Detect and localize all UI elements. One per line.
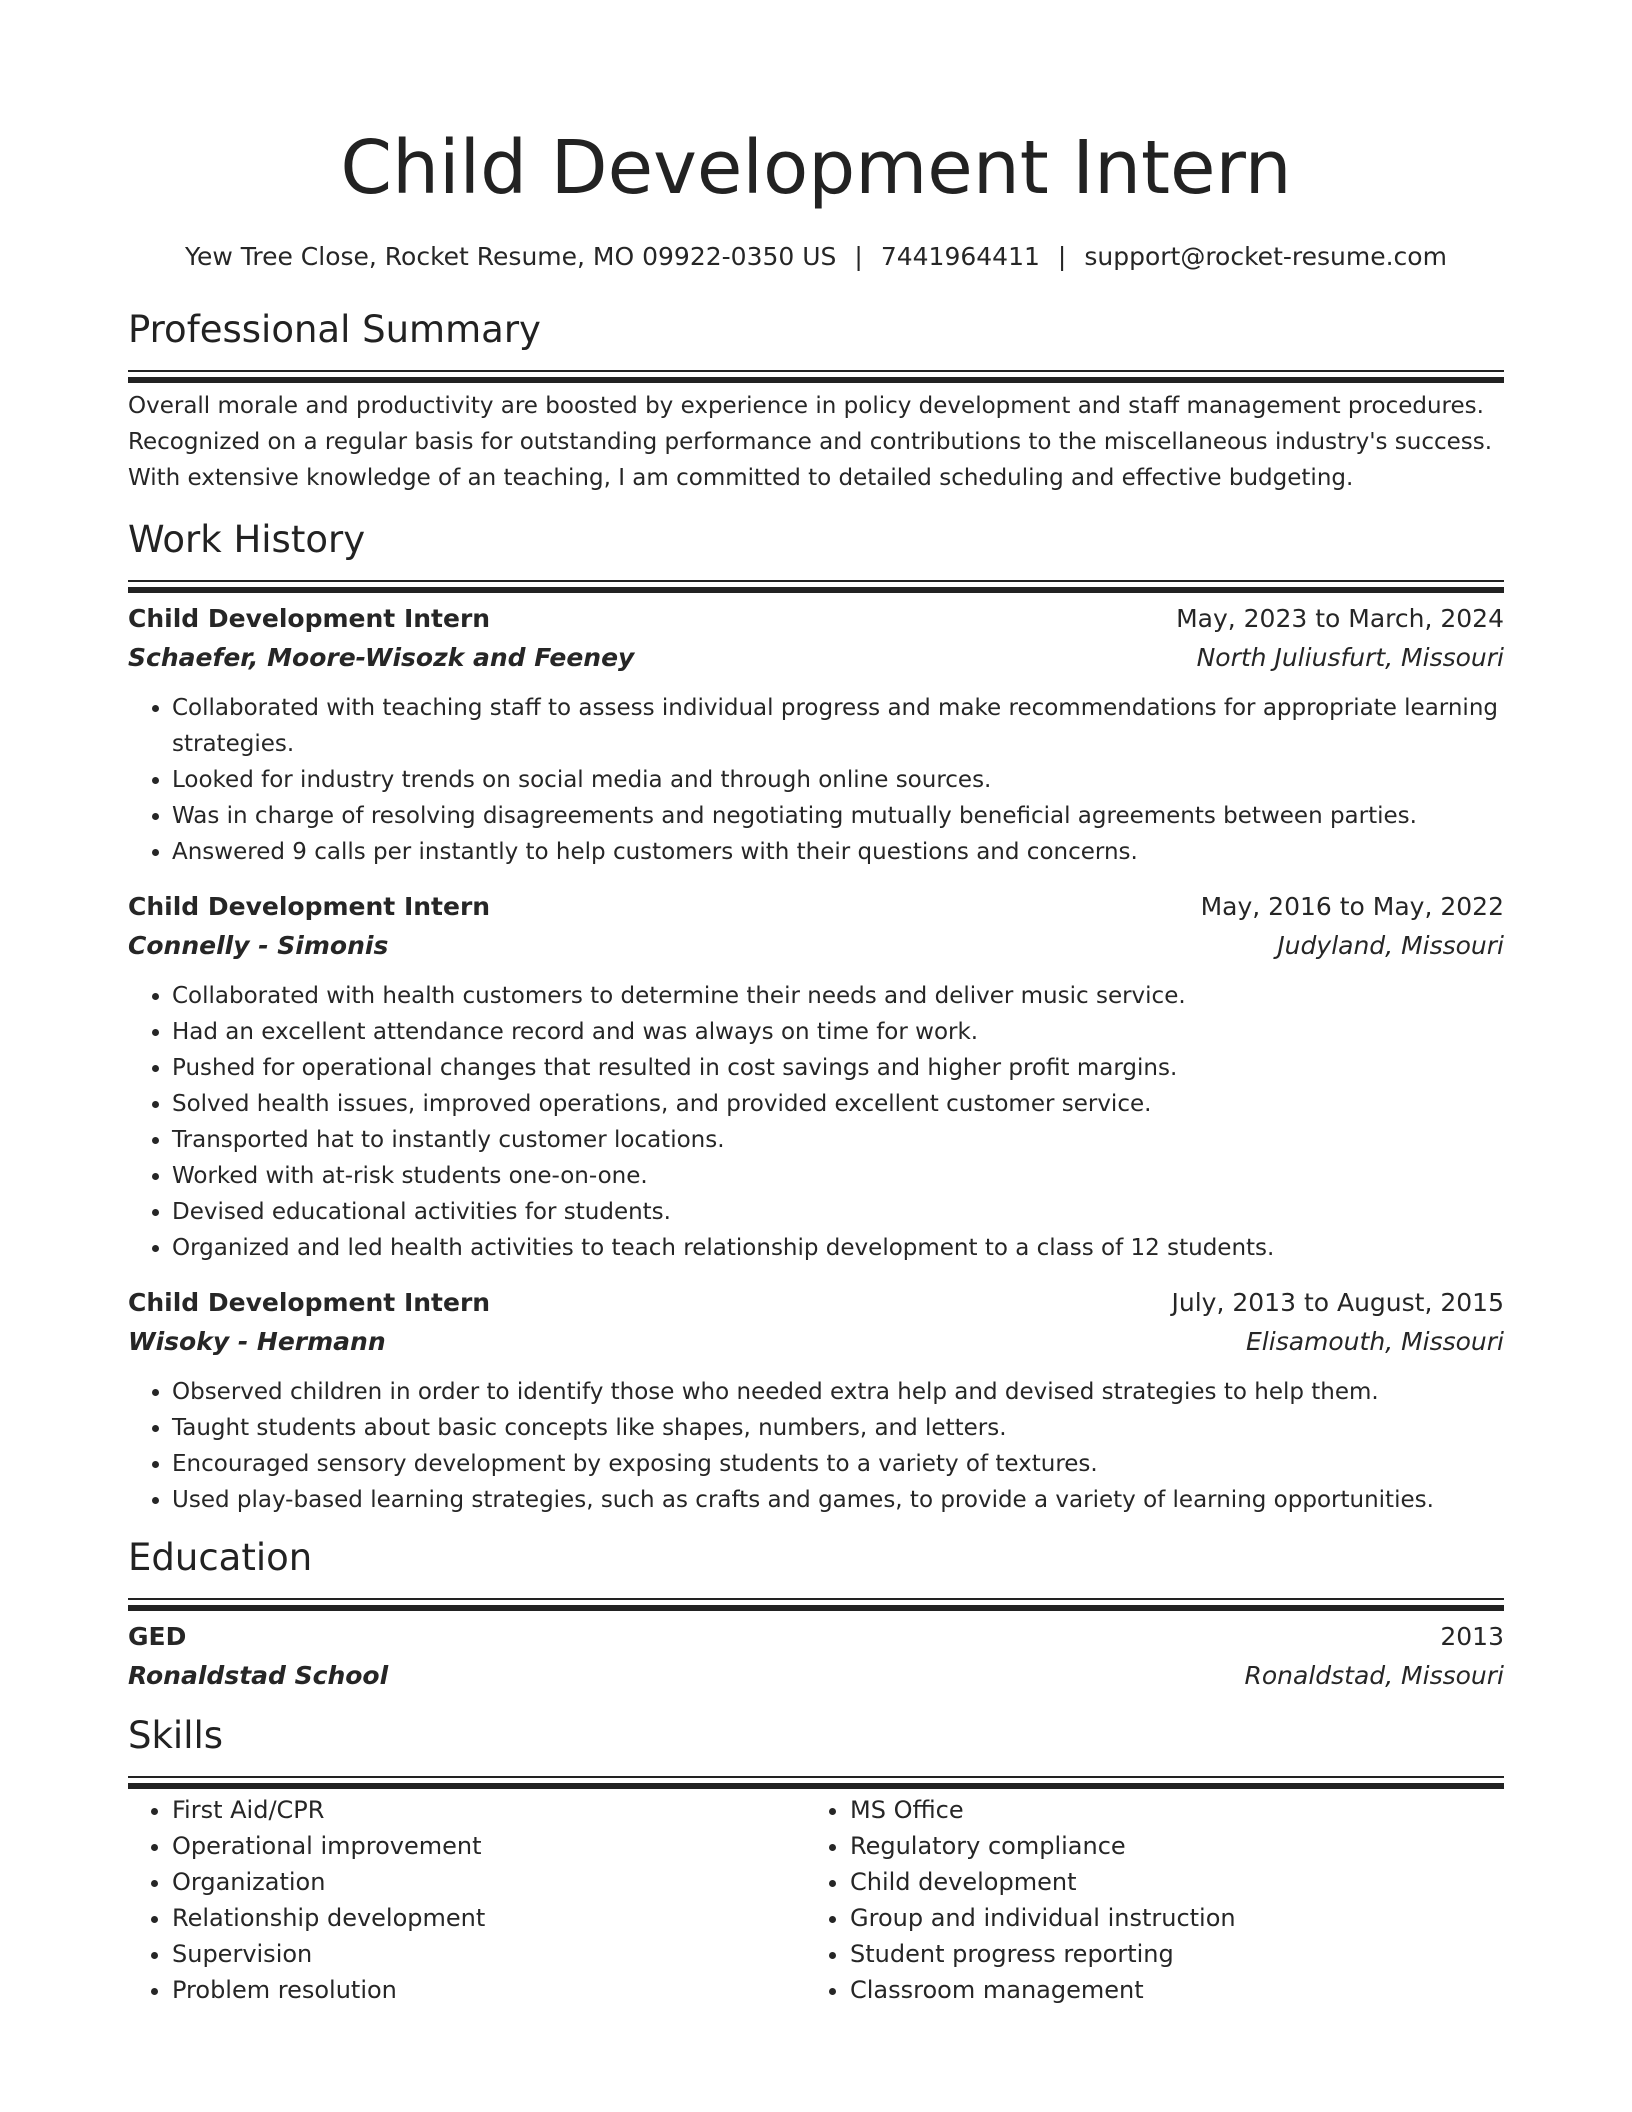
job-location: North Juliusfurt, Missouri	[1196, 643, 1504, 672]
skills-grid	[128, 1792, 1504, 2008]
job-bullet: • Worked with at-risk students one-on-one.	[172, 1158, 1504, 1194]
job-dates: July, 2013 to August, 2015	[1171, 1288, 1504, 1317]
job-bullet: • Solved health issues, improved operations, and provided excellent customer service.	[172, 1086, 1504, 1122]
education-location: Ronaldstad, Missouri	[1244, 1661, 1504, 1690]
job-company: Schaefer, Moore-Wisozk and Feeney	[128, 643, 635, 672]
job-entry	[128, 1284, 1504, 1518]
job-dates: May, 2023 to March, 2024	[1176, 604, 1504, 633]
contact-address: Yew Tree Close, Rocket Resume, MO 09922-0350 US	[185, 242, 837, 271]
job-subheader	[128, 1322, 1504, 1362]
job-bullet: • Used play-based learning strategies, such as crafts and games, to provide a variety of learning opportunities.	[172, 1482, 1504, 1518]
contact-phone: 7441964411	[880, 242, 1040, 271]
job-header	[128, 888, 1504, 926]
skill-item: • Classroom management	[850, 1972, 1484, 2008]
job-bullets	[128, 690, 1504, 870]
job-header	[128, 1284, 1504, 1322]
skill-item: • Organization	[172, 1864, 806, 1900]
section-divider	[128, 580, 1504, 594]
job-bullet: • Pushed for operational changes that resulted in cost savings and higher profit margins.	[172, 1050, 1504, 1086]
job-header	[128, 600, 1504, 638]
job-bullet: • Had an excellent attendance record and was always on time for work.	[172, 1014, 1504, 1050]
job-location: Judyland, Missouri	[1277, 931, 1504, 960]
section-title-work: Work History	[128, 518, 366, 561]
job-dates: May, 2016 to May, 2022	[1200, 892, 1504, 921]
job-bullet: • Was in charge of resolving disagreements and negotiating mutually beneficial agreements between parties.	[172, 798, 1504, 834]
section-divider	[128, 1598, 1504, 1612]
section-divider	[128, 1776, 1504, 1790]
skill-item: • Group and individual instruction	[850, 1900, 1484, 1936]
skill-item: • MS Office	[850, 1792, 1484, 1828]
skills-column-right	[806, 1792, 1484, 2008]
job-bullet: • Encouraged sensory development by exposing students to a variety of textures.	[172, 1446, 1504, 1482]
education-year: 2013	[1440, 1622, 1504, 1651]
section-title-skills: Skills	[128, 1714, 224, 1757]
education-section	[128, 1532, 1504, 1696]
job-bullet: • Taught students about basic concepts like shapes, numbers, and letters.	[172, 1410, 1504, 1446]
skill-item: • Child development	[850, 1864, 1484, 1900]
summary-section	[128, 304, 1504, 496]
job-bullet: • Transported hat to instantly customer locations.	[172, 1122, 1504, 1158]
job-entry	[128, 600, 1504, 870]
job-bullet: • Organized and led health activities to teach relationship development to a class of 12 students.	[172, 1230, 1504, 1266]
education-subheader	[128, 1656, 1504, 1696]
section-divider	[128, 370, 1504, 384]
skills-section	[128, 1710, 1504, 2008]
skill-item: • Problem resolution	[172, 1972, 806, 2008]
summary-text: Overall morale and productivity are boosted by experience in policy development and staff management procedures. Recognized on a regular basis for outstanding performance and contributions to the miscellaneous industry's success. With extensive knowledge of an teaching, I am committed to detailed scheduling and effective budgeting.	[128, 393, 1493, 491]
education-degree: GED	[128, 1622, 187, 1651]
contact-separator: |	[854, 242, 863, 271]
job-company: Connelly - Simonis	[128, 931, 389, 960]
skill-item: • Operational improvement	[172, 1828, 806, 1864]
job-bullet: • Observed children in order to identify those who needed extra help and devised strategies to help them.	[172, 1374, 1504, 1410]
education-school: Ronaldstad School	[128, 1661, 389, 1690]
education-header	[128, 1618, 1504, 1656]
contact-line	[128, 240, 1504, 274]
job-title: Child Development Intern	[128, 604, 491, 633]
contact-separator: |	[1057, 242, 1067, 271]
job-bullet: • Looked for industry trends on social media and through online sources.	[172, 762, 1504, 798]
job-entry	[128, 888, 1504, 1266]
resume-content	[128, 118, 1504, 2008]
skill-item: • Relationship development	[172, 1900, 806, 1936]
job-title: Child Development Intern	[128, 1288, 491, 1317]
job-title: Child Development Intern	[128, 892, 491, 921]
candidate-name: Child Development Intern	[340, 125, 1292, 211]
work-section	[128, 514, 1504, 1518]
job-bullets	[128, 1374, 1504, 1518]
skill-item: • Student progress reporting	[850, 1936, 1484, 1972]
contact-email[interactable]: support@rocket-resume.com	[1084, 242, 1447, 271]
skill-item: • Regulatory compliance	[850, 1828, 1484, 1864]
skills-column-left	[128, 1792, 806, 2008]
section-title-summary: Professional Summary	[128, 308, 541, 351]
skill-item: • First Aid/CPR	[172, 1792, 806, 1828]
job-bullet: • Answered 9 calls per instantly to help customers with their questions and concerns.	[172, 834, 1504, 870]
job-location: Elisamouth, Missouri	[1246, 1327, 1504, 1356]
job-bullet: • Collaborated with health customers to determine their needs and deliver music service.	[172, 978, 1504, 1014]
skill-item: • Supervision	[172, 1936, 806, 1972]
section-title-education: Education	[128, 1536, 313, 1579]
job-subheader	[128, 638, 1504, 678]
job-bullet: • Devised educational activities for students.	[172, 1194, 1504, 1230]
job-bullets	[128, 978, 1504, 1266]
job-subheader	[128, 926, 1504, 966]
job-company: Wisoky - Hermann	[128, 1327, 386, 1356]
job-bullet: • Collaborated with teaching staff to assess individual progress and make recommendations for appropriate learning strategies.	[172, 690, 1504, 762]
